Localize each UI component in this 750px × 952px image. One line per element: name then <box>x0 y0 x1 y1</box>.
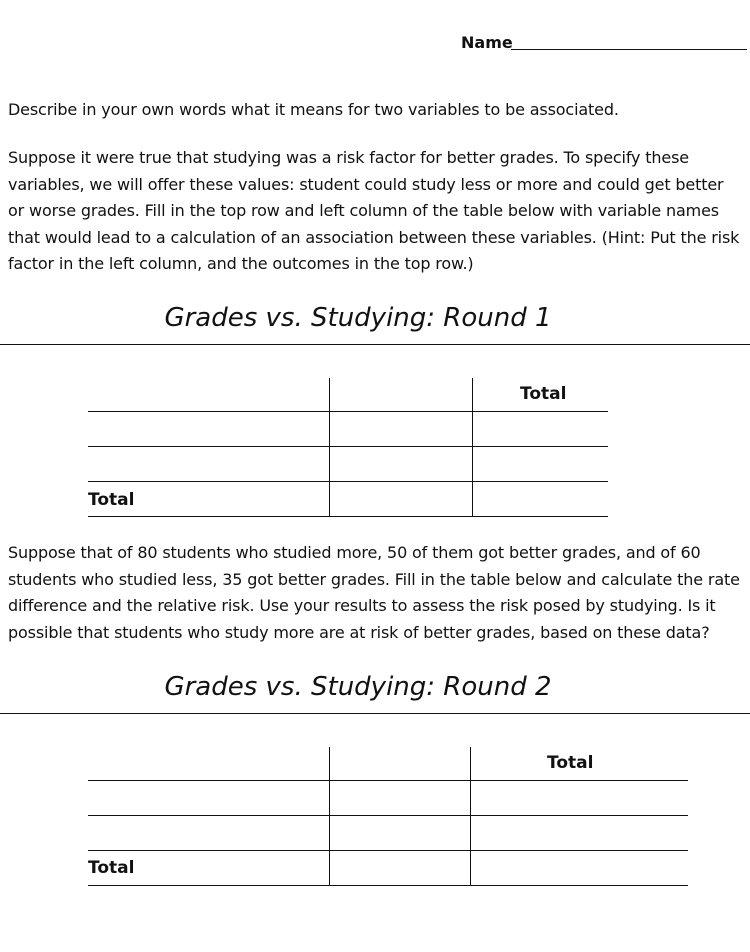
table-1-row-line-2 <box>88 446 608 447</box>
section-2-rule <box>0 713 750 714</box>
table-2-row-line-4 <box>88 885 688 886</box>
name-label: Name <box>461 33 513 52</box>
table-2-col-total-label: Total <box>547 753 594 773</box>
table-1-col-total-label: Total <box>520 384 567 404</box>
table-1-col-divider-1 <box>329 378 330 516</box>
table-2-row-line-1 <box>88 780 688 781</box>
question-3-text: Suppose that of 80 students who studied more, 50 of them got better grades, and of 60 students who studied less, 35 got better grades. Fill in the table below and calculate the rate difference and the relative risk. Use your results to assess the risk posed by studying. Is it possible that students who study more are at risk of better grades, based on these data? <box>8 543 740 642</box>
question-1-text: Describe in your own words what it means for two variables to be associated. <box>8 100 619 119</box>
table-1-row-total-label: Total <box>88 490 135 510</box>
section-1-rule <box>0 344 750 345</box>
question-2-text: Suppose it were true that studying was a risk factor for better grades. To specify these variables, we will offer these values: student could study less or more and could get better or worse grades. Fill in the top row and left column of the table below with variable names that would lead to a calculation of an association between these variables. (Hint: Put the risk factor in the left column, and the outcomes in the top row.) <box>8 148 740 273</box>
table-1-row-line-4 <box>88 516 608 517</box>
table-2-col-divider-1 <box>329 747 330 885</box>
table-2-title: Grades vs. Studying: Round 2 <box>164 672 552 702</box>
table-1-row-line-1 <box>88 411 608 412</box>
table-2-row-line-3 <box>88 850 688 851</box>
name-blank-line[interactable] <box>511 49 747 50</box>
table-2-col-divider-2 <box>470 747 471 885</box>
table-1-title: Grades vs. Studying: Round 1 <box>164 303 552 333</box>
table-1-row-line-3 <box>88 481 608 482</box>
table-2-row-line-2 <box>88 815 688 816</box>
table-2-row-total-label: Total <box>88 858 135 878</box>
table-1-col-divider-2 <box>472 378 473 516</box>
